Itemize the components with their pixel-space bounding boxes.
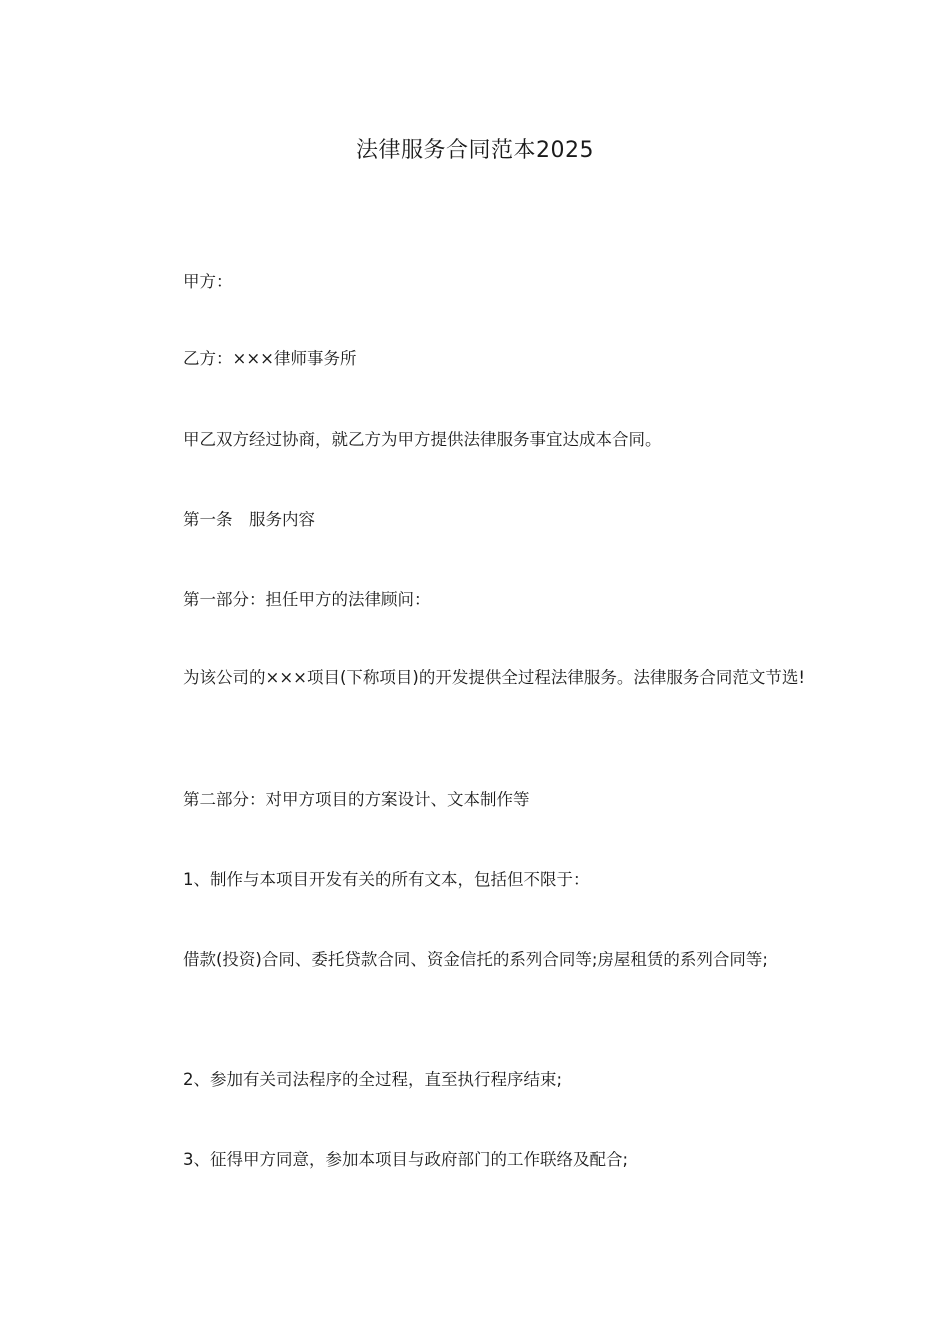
item-three: 3、征得甲方同意，参加本项目与政府部门的工作联络及配合; (183, 1150, 629, 1169)
party-a-line: 甲方： (183, 272, 233, 291)
party-b-line: 乙方：×××律师事务所 (183, 349, 357, 368)
agreement-intro: 甲乙双方经过协商，就乙方为甲方提供法律服务事宜达成本合同。 (183, 430, 662, 449)
part-one-content: 为该公司的×××项目(下称项目)的开发提供全过程法律服务。法律服务合同范文节选! (183, 668, 805, 687)
article-one-heading: 第一条 服务内容 (183, 510, 315, 529)
item-one-detail: 借款(投资)合同、委托贷款合同、资金信托的系列合同等;房屋租赁的系列合同等; (183, 950, 768, 969)
item-two: 2、参加有关司法程序的全过程，直至执行程序结束; (183, 1070, 563, 1089)
part-two-heading: 第二部分：对甲方项目的方案设计、文本制作等 (183, 790, 530, 809)
part-one-heading: 第一部分：担任甲方的法律顾问： (183, 590, 431, 609)
item-one: 1、制作与本项目开发有关的所有文本，包括但不限于： (183, 870, 590, 889)
document-title: 法律服务合同范本2025 (356, 138, 594, 163)
